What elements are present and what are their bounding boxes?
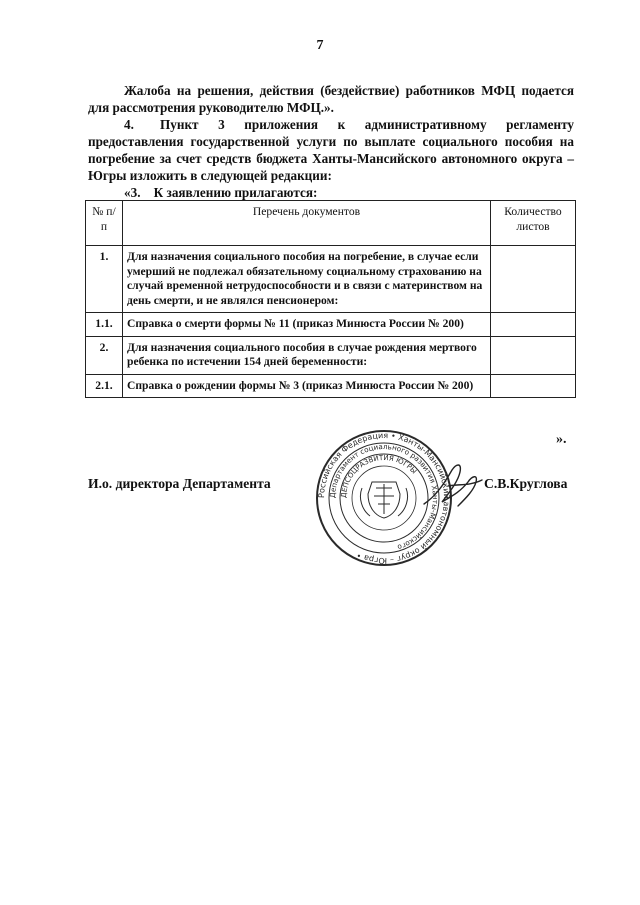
table-row: [86, 246, 576, 313]
row-num: 1.1.: [86, 313, 123, 337]
row-qty: [491, 374, 576, 398]
header-num: № п/п: [86, 201, 123, 246]
point-text: Пункт 3 приложения к административному регламенту предоставления государственной услуги по выплате социального пособия на погребение за счет средств бюджета Ханты-Мансийского автономного округа – Югры изложить в следующей редакции:: [88, 117, 574, 183]
stamp-middle-text: Департамент социального развития Ханты-Мансийского: [327, 441, 441, 552]
paragraph-point-4: [88, 116, 574, 184]
row-num: 2.1.: [86, 374, 123, 398]
table-row: [86, 336, 576, 374]
row-num: 2.: [86, 336, 123, 374]
signatory-title: И.о. директора Департамента: [88, 476, 271, 491]
stamp-outer-text: Российская Федерация • Ханты-Мансийский автономный округ – Югра •: [316, 430, 452, 566]
stamp-inner-text: ДЕПСОЦРАЗВИТИЯ ЮГРЫ: [339, 453, 419, 499]
row-text: Справка о рождении формы № 3 (приказ Минюста России № 200): [123, 374, 491, 398]
row-qty: [491, 313, 576, 337]
row-text: Для назначения социального пособия в случае рождения мертвого ребенка по истечении 154 дней беременности:: [123, 336, 491, 374]
row-qty: [491, 336, 576, 374]
handwritten-signature-icon: [418, 456, 488, 516]
header-docs: Перечень документов: [123, 201, 491, 246]
closing-quote: ».: [556, 432, 567, 447]
table-row: [86, 313, 576, 337]
header-qty: Количество листов: [491, 201, 576, 246]
table-header-row: [86, 201, 576, 246]
point-number: 4.: [124, 117, 134, 132]
row-num: 1.: [86, 246, 123, 313]
paragraph-complaint: Жалоба на решения, действия (бездействие) работников МФЦ подается для рассмотрения руководителю МФЦ.».: [88, 83, 574, 115]
documents-table: [85, 200, 576, 398]
page-number: 7: [316, 38, 324, 53]
table-row: [86, 374, 576, 398]
row-text: Справка о смерти формы № 11 (приказ Минюста России № 200): [123, 313, 491, 337]
paragraph-attachments-intro: «3. К заявлению прилагаются:: [124, 185, 318, 200]
signatory-name: С.В.Круглова: [484, 476, 568, 491]
row-text: Для назначения социального пособия на погребение, в случае если умерший не подлежал обязательному социальному страхованию на случай временной нетрудоспособности и в связи с материнством на день смерти, и не являлся пенсионером:: [123, 246, 491, 313]
row-qty: [491, 246, 576, 313]
